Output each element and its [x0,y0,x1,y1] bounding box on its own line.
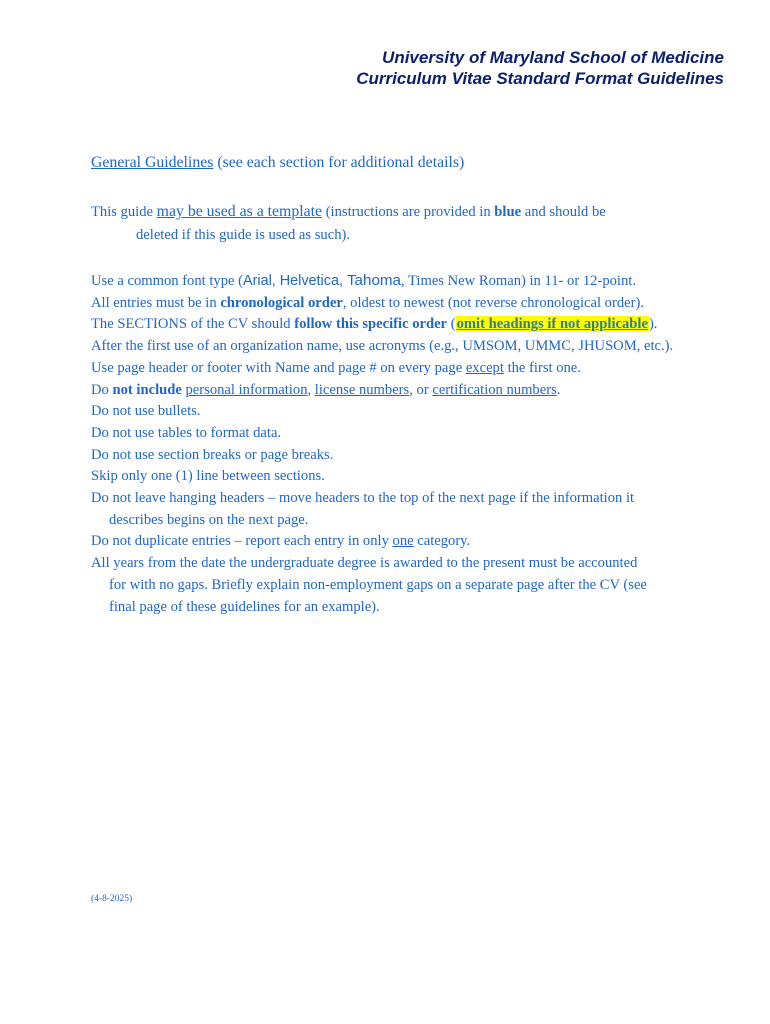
rule-ni-sep1: , [307,381,315,398]
rule-ni-certification-link[interactable]: certification numbers [432,381,557,398]
rule-sections-order [91,314,711,336]
rule-sections-highlight-link[interactable]: omit headings if not applicable [456,316,648,333]
header-title-line2: Curriculum Vitae Standard Format Guidelines [356,69,724,88]
rule-years-line3: final page of these guidelines for an example). [109,598,380,615]
rule-header-footer [91,358,711,380]
rule-ni-sep2: , or [409,381,433,398]
section-title-note: (see each section for additional details) [213,154,465,171]
rule-ni-personal-info-link[interactable]: personal information [185,381,308,398]
template-mid: (instructions are provided in [322,204,495,220]
rule-chrono-bold: chronological order [220,294,343,311]
rule-sections-lead: The SECTIONS of the CV should [91,316,295,333]
rule-ni-license-link[interactable]: license numbers [314,381,410,398]
rule-ni-bold: not include [112,381,182,398]
rule-years-line1: All years from the date the undergraduate degree is awarded to the present must be accounted [91,555,638,572]
section-title-link[interactable]: General Guidelines [91,154,214,171]
rule-sections-bold: follow this specific order [294,316,448,333]
header-title-line1: University of Maryland School of Medicine [382,48,724,67]
rule-dup-lead: Do not duplicate entries – report each entry in only [91,533,393,550]
rule-not-include [91,380,711,402]
section-heading [91,154,464,172]
rule-hanging-line1: Do not leave hanging headers – move headers to the top of the next page if the information it [91,490,635,507]
rule-duplicate [91,531,711,553]
rule-hf-lead: Use page header or footer with Name and page # on every page [91,359,466,376]
rule-hanging-headers [91,488,711,531]
rule-font-tail: , Times New Roman) in 11- or 12-point. [400,273,636,289]
rule-sections-close: ). [648,316,658,333]
rule-skip-line: Skip only one (1) line between sections. [91,468,325,485]
rule-years [91,553,711,618]
template-link[interactable]: may be used as a template [156,203,323,220]
footer-date: (4-8-2025) [91,894,133,904]
rules-list [91,270,711,618]
template-bold-blue: blue [494,204,522,220]
rule-dup-tail: category. [413,533,471,550]
template-lead: This guide [91,204,157,220]
rule-bullets: Do not use bullets. [91,403,201,420]
template-paragraph-line1 [91,200,691,224]
document-header [356,47,724,89]
rule-chronological [91,293,711,315]
rule-font-sans1: Arial, Helvetica, [242,273,347,289]
rule-font-lead: Use a common font type ( [91,273,243,289]
rule-acronyms: After the first use of an organization name, use acronyms (e.g., UMSOM, UMMC, JHUSOM, etc.). [91,338,674,355]
rule-years-line2: for with no gaps. Briefly explain non-employment gaps on a separate page after the CV (see [109,576,647,593]
rule-ni-lead: Do [91,381,113,398]
rule-hf-tail: the first one. [503,359,581,376]
rule-dup-one-link[interactable]: one [392,533,414,550]
template-tail: and should be [521,204,606,220]
rule-ni-end: . [556,381,561,398]
template-paragraph [91,200,691,247]
rule-font [91,270,711,293]
rule-sections-open: ( [447,316,456,333]
rule-chrono-tail: , oldest to newest (not reverse chronological order). [342,294,644,311]
rule-font-sans2: Tahoma [346,272,401,289]
template-paragraph-line2: deleted if this guide is used as such). [136,227,350,243]
rule-hanging-line2: describes begins on the next page. [109,511,309,528]
rule-tables: Do not use tables to format data. [91,424,282,441]
rule-breaks: Do not use section breaks or page breaks. [91,446,334,463]
rule-hf-except-link[interactable]: except [465,359,504,376]
rule-chrono-lead: All entries must be in [91,294,221,311]
